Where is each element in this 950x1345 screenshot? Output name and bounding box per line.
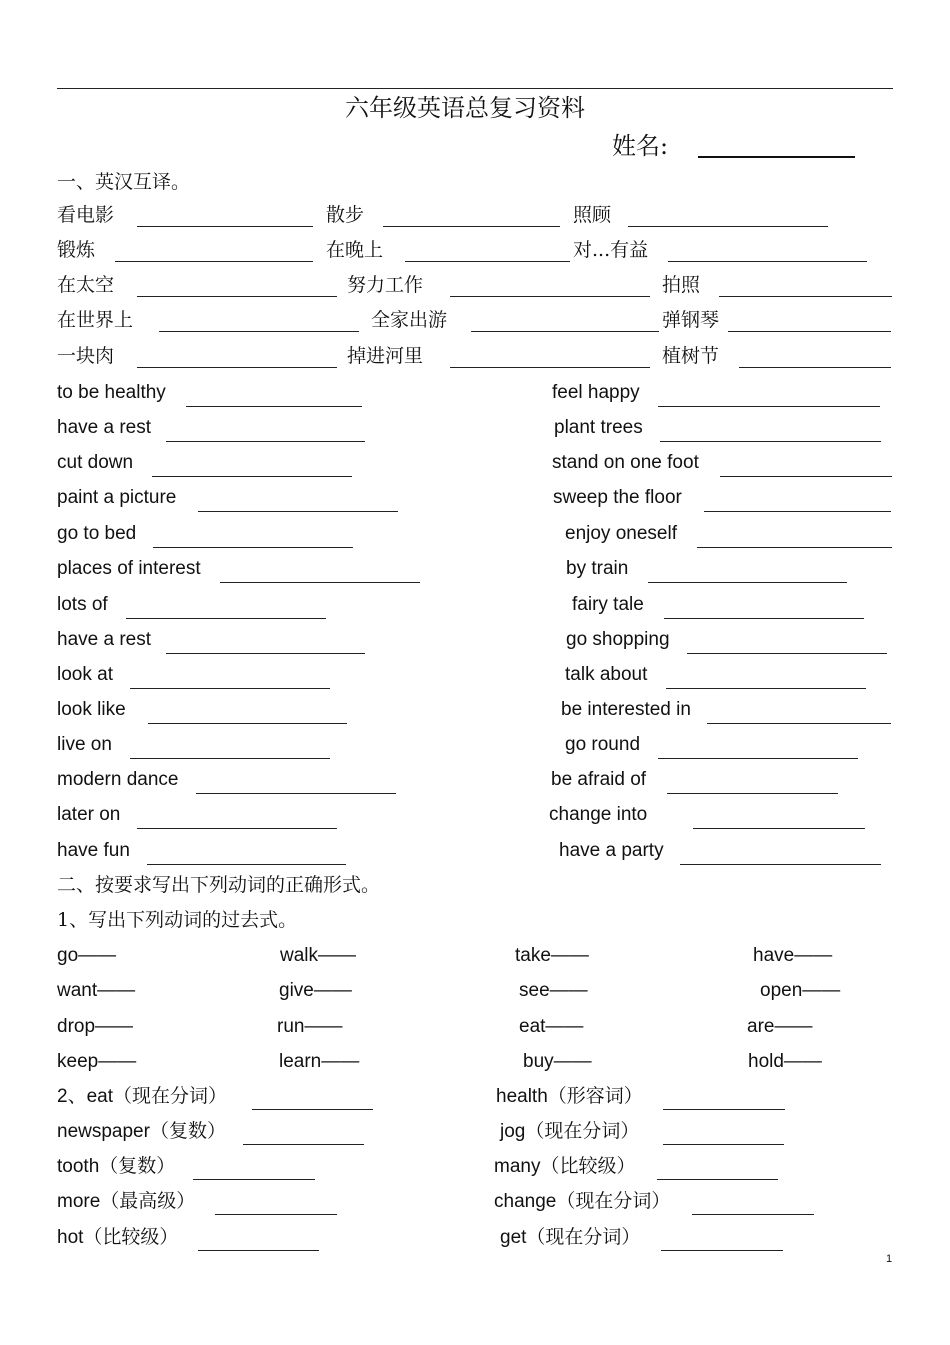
answer-blank [137, 296, 337, 297]
chinese-term: 一块肉 [57, 345, 115, 367]
verb-item: go—— [57, 945, 117, 966]
past-tense-heading: 1、写出下列动词的过去式。 [57, 909, 298, 931]
answer-blank [661, 1250, 783, 1251]
chinese-term: 全家出游 [371, 309, 448, 331]
answer-blank [707, 723, 891, 724]
answer-blank [704, 511, 891, 512]
english-phrase: go round [565, 734, 641, 755]
verb-item: learn—— [279, 1051, 360, 1072]
answer-blank [153, 547, 353, 548]
english-phrase: go to bed [57, 523, 137, 544]
chinese-term: 在世界上 [57, 309, 134, 331]
english-phrase: look at [57, 664, 113, 685]
answer-blank [660, 441, 881, 442]
english-phrase: sweep the floor [553, 487, 682, 508]
answer-blank [668, 261, 867, 262]
english-phrase: later on [57, 804, 121, 825]
english-phrase: cut down [57, 452, 134, 473]
english-phrase: fairy tale [572, 594, 644, 615]
english-phrase: have a party [559, 840, 664, 861]
answer-blank [658, 406, 880, 407]
english-phrase: be interested in [561, 699, 691, 720]
answer-blank [720, 476, 892, 477]
verb-item: give—— [279, 980, 352, 1001]
answer-blank [196, 793, 396, 794]
english-phrase: enjoy oneself [565, 523, 677, 544]
answer-blank [663, 1109, 785, 1110]
word-form-prompt: newspaper（复数） [57, 1121, 226, 1142]
answer-blank [126, 618, 326, 619]
answer-blank [664, 618, 864, 619]
english-phrase: look like [57, 699, 126, 720]
answer-blank [193, 1179, 315, 1180]
chinese-term: 照顾 [573, 204, 612, 226]
verb-item: run—— [277, 1016, 343, 1037]
answer-blank [687, 653, 887, 654]
answer-blank [152, 476, 352, 477]
section1-heading: 一、英汉互译。 [57, 171, 191, 193]
chinese-term: 在晚上 [326, 239, 384, 261]
answer-blank [148, 723, 347, 724]
answer-blank [186, 406, 362, 407]
answer-blank [243, 1144, 364, 1145]
answer-blank [628, 226, 828, 227]
name-blank [698, 156, 855, 158]
english-phrase: live on [57, 734, 112, 755]
answer-blank [719, 296, 892, 297]
answer-blank [667, 793, 838, 794]
english-phrase: lots of [57, 594, 108, 615]
answer-blank [692, 1214, 814, 1215]
verb-item: eat—— [519, 1016, 584, 1037]
name-label: 姓名: [612, 132, 669, 160]
answer-blank [147, 864, 346, 865]
answer-blank [252, 1109, 373, 1110]
answer-blank [663, 1144, 784, 1145]
chinese-term: 植树节 [662, 345, 720, 367]
answer-blank [739, 367, 891, 368]
verb-item: have—— [753, 945, 833, 966]
english-phrase: change into [549, 804, 648, 825]
english-phrase: stand on one foot [552, 452, 699, 473]
word-form-prompt: change（现在分词） [494, 1191, 671, 1212]
verb-item: want—— [57, 980, 136, 1001]
answer-blank [471, 331, 659, 332]
verb-item: take—— [515, 945, 589, 966]
word-form-prompt: hot（比较级） [57, 1227, 179, 1248]
answer-blank [693, 828, 865, 829]
answer-blank [383, 226, 560, 227]
answer-blank [220, 582, 420, 583]
english-phrase: places of interest [57, 558, 201, 579]
chinese-term: 在太空 [57, 274, 115, 296]
page-title: 六年级英语总复习资料 [345, 94, 585, 122]
verb-item: keep—— [57, 1051, 137, 1072]
answer-blank [666, 688, 866, 689]
answer-blank [450, 367, 650, 368]
chinese-term: 锻炼 [57, 239, 96, 261]
verb-item: drop—— [57, 1016, 134, 1037]
answer-blank [697, 547, 892, 548]
answer-blank [657, 1179, 778, 1180]
chinese-term: 散步 [326, 204, 365, 226]
english-phrase: have fun [57, 840, 130, 861]
verb-item: hold—— [748, 1051, 822, 1072]
answer-blank [166, 653, 365, 654]
answer-blank [405, 261, 570, 262]
header-rule [57, 88, 893, 89]
section2-heading: 二、按要求写出下列动词的正确形式。 [57, 874, 381, 896]
english-phrase: have a rest [57, 417, 151, 438]
chinese-term: 拍照 [662, 274, 701, 296]
answer-blank [130, 758, 330, 759]
word-form-prompt: 2、eat（现在分词） [57, 1086, 227, 1107]
english-phrase: paint a picture [57, 487, 177, 508]
answer-blank [450, 296, 650, 297]
word-form-prompt: many（比较级） [494, 1156, 636, 1177]
answer-blank [728, 331, 891, 332]
english-phrase: talk about [565, 664, 648, 685]
verb-item: are—— [747, 1016, 813, 1037]
english-phrase: by train [566, 558, 629, 579]
english-phrase: be afraid of [551, 769, 647, 790]
answer-blank [658, 758, 858, 759]
answer-blank [137, 828, 337, 829]
word-form-prompt: jog（现在分词） [500, 1121, 640, 1142]
word-form-prompt: health（形容词） [496, 1086, 643, 1107]
answer-blank [130, 688, 330, 689]
chinese-term: 努力工作 [347, 274, 424, 296]
answer-blank [137, 367, 337, 368]
chinese-term: 弹钢琴 [662, 309, 720, 331]
verb-item: see—— [519, 980, 588, 1001]
answer-blank [198, 1250, 319, 1251]
word-form-prompt: get（现在分词） [500, 1227, 641, 1248]
answer-blank [137, 226, 313, 227]
english-phrase: go shopping [566, 629, 670, 650]
word-form-prompt: tooth（复数） [57, 1156, 176, 1177]
answer-blank [115, 261, 313, 262]
chinese-term: 对...有益 [573, 239, 649, 261]
english-phrase: have a rest [57, 629, 151, 650]
verb-item: walk—— [280, 945, 357, 966]
answer-blank [166, 441, 365, 442]
english-phrase: plant trees [554, 417, 643, 438]
english-phrase: modern dance [57, 769, 179, 790]
answer-blank [648, 582, 847, 583]
chinese-term: 看电影 [57, 204, 115, 226]
answer-blank [159, 331, 359, 332]
english-phrase: feel happy [552, 382, 640, 403]
answer-blank [680, 864, 881, 865]
answer-blank [198, 511, 398, 512]
verb-item: buy—— [523, 1051, 592, 1072]
chinese-term: 掉进河里 [347, 345, 424, 367]
page-number: 1 [886, 1253, 893, 1265]
word-form-prompt: more（最高级） [57, 1191, 196, 1212]
verb-item: open—— [760, 980, 841, 1001]
english-phrase: to be healthy [57, 382, 166, 403]
answer-blank [215, 1214, 337, 1215]
